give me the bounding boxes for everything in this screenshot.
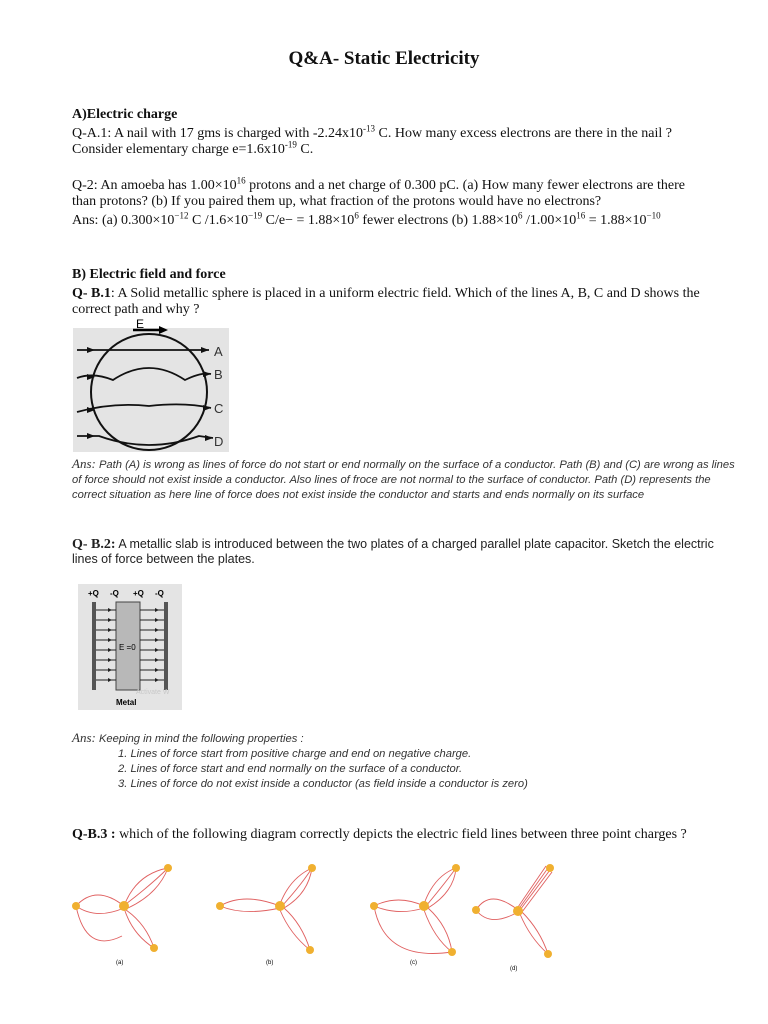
answer-a2 (72, 210, 700, 229)
diagram-c (370, 864, 460, 966)
q-b2-text: A metallic slab is introduced between the two plates of a charged parallel plate capacitor. Sketch the electric lines of force between the plates. (72, 537, 714, 566)
a2-exp-3: 6 (354, 210, 359, 221)
a2-exp-4: 6 (517, 210, 523, 221)
diagram-d (472, 864, 554, 972)
page-title: Q&A- Static Electricity (288, 48, 480, 69)
answer-b1 (72, 456, 742, 503)
q-b3-label: Q-B.3 : (72, 827, 116, 842)
answer-b2 (72, 730, 742, 792)
q-a1-exp-1: -13 (363, 123, 375, 134)
question-b2 (72, 537, 742, 567)
question-b3 (72, 827, 752, 843)
caption-c: (c) (410, 960, 417, 966)
line-label-d: D (214, 434, 224, 449)
right-plate (164, 602, 168, 690)
question-b1 (72, 286, 700, 318)
q-b1-text: : A Solid metallic sphere is placed in a uniform electric field. Which of the lines A, B, C and D shows the correct path and why ? (72, 286, 700, 317)
charge-label-3: +Q (133, 589, 144, 598)
q-a1-text-1: Q-A.1: A nail with 17 gms is charged with -2.24x10 (72, 126, 363, 141)
figure-background (73, 328, 229, 452)
caption-a: (a) (116, 960, 124, 966)
left-plate (92, 602, 96, 690)
q-a2-text-3: than protons? (b) If you paired them up, what fraction of the protons would have no electrons? (72, 194, 602, 209)
q-a2-text-1: Q-2: An amoeba has 1.00×10 (72, 178, 237, 193)
inside-label: E =0 (119, 643, 136, 652)
watermark: Activate W (136, 689, 170, 696)
q-a1-text-4: C. (296, 142, 314, 157)
q-b1-label: Q- B.1 (72, 286, 111, 301)
answer-b1-lead: Ans: (72, 456, 96, 471)
point-charges-figure (66, 854, 556, 974)
caption-b: (b) (266, 960, 274, 966)
a2-text-5: /1.00×10 (522, 213, 577, 228)
a2-text-3: C/e− = 1.88×10 (262, 213, 355, 228)
answer-b2-text: Keeping in mind the following properties : (95, 733, 304, 745)
q-a1-text-2: C. How many excess electrons are there in the nail ? (375, 126, 673, 141)
a2-exp-2: −19 (248, 210, 263, 221)
q-a2-text-2: protons and a net charge of 0.300 pC. (a) How many fewer electrons are there (245, 178, 686, 193)
q-a2-exp-1: 16 (236, 175, 246, 186)
section-a-heading: A)Electric charge (72, 107, 178, 122)
charge-label-2: -Q (110, 589, 119, 598)
property-item-3: 3. Lines of force do not exist inside a conductor (as field inside a conductor is zero) (118, 778, 528, 790)
q-b2-label: Q- B.2: (72, 537, 116, 552)
question-a2 (72, 175, 700, 210)
answer-b2-lead: Ans: (72, 730, 96, 745)
charge-label-4: -Q (155, 589, 164, 598)
charge-label-1: +Q (88, 589, 99, 598)
a2-text-4: fewer electrons (b) 1.88×10 (358, 213, 518, 228)
q-b3-text: which of the following diagram correctly depicts the electric field lines between three point charges ? (115, 827, 687, 842)
sphere-field-figure (73, 316, 229, 452)
diagram-b (216, 864, 316, 966)
section-b-heading: B) Electric field and force (72, 267, 226, 282)
a2-text-2: C /1.6×10 (188, 213, 249, 228)
metal-caption: Metal (116, 698, 137, 707)
diagram-a (72, 864, 172, 966)
a2-text-6: = 1.88×10 (585, 213, 647, 228)
a2-exp-1: −12 (174, 210, 189, 221)
a2-exp-5: 16 (576, 210, 586, 221)
caption-d: (d) (510, 966, 518, 972)
capacitor-figure (78, 584, 182, 710)
q-a1-text-3: Consider elementary charge e=1.6x10 (72, 142, 285, 157)
a2-exp-6: −10 (646, 210, 661, 221)
a2-text-1: Ans: (a) 0.300×10 (72, 213, 175, 228)
line-label-b: B (214, 367, 223, 382)
field-label: E (136, 317, 145, 331)
answer-b1-text: Path (A) is wrong as lines of force do not start or end normally on the surface of a conductor. Path (B) and (C) are wrong as lines of force should not exist inside a conductor. Also lines of froce are not normal to the surface of conductor. Path (D) represents the correct situation as here line of force does not exist inside the conductor and starts and ends normally on its surface (72, 459, 735, 501)
property-item-2: 2. Lines of force start and end normally on the surface of a conductor. (118, 763, 463, 775)
question-a1 (72, 123, 700, 158)
line-label-a: A (214, 344, 223, 359)
line-label-c: C (214, 401, 224, 416)
property-item-1: 1. Lines of force start from positive charge and end on negative charge. (118, 748, 472, 760)
q-a1-exp-2: -19 (284, 139, 297, 150)
